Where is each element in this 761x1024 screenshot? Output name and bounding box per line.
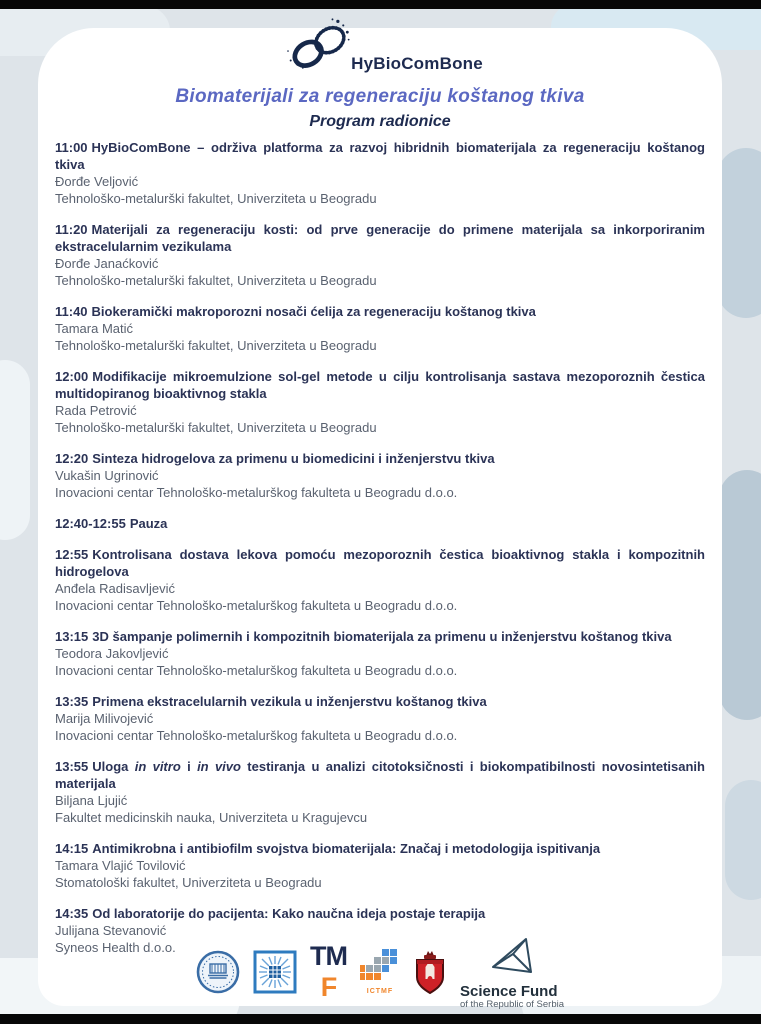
session-time: 11:20 [55, 222, 88, 237]
session-title-text: Primena ekstracelularnih vezikula u inženjerstvu koštanog tkiva [92, 694, 487, 709]
session-affiliation: Tehnološko-metalurški fakultet, Univerziteta u Beogradu [55, 191, 377, 206]
ictmf-logo [360, 949, 400, 995]
session-time: 11:40 [55, 304, 88, 319]
session-title-text: Antimikrobna i antibiofilm svojstva biomaterijala: Značaj i metodologija ispitivanja [92, 841, 601, 856]
session-time: 12:40-12:55 [55, 516, 126, 531]
session-speaker: Marija Milivojević [55, 711, 154, 726]
session-affiliation: Inovacioni centar Tehnološko-metalurškog fakulteta u Beogradu d.o.o. [55, 598, 458, 613]
session-title [55, 450, 705, 467]
session-title-text: Uloga in vitro i in vivo testiranja u analizi citotoksičnosti i biokompatibilnosti novosintetisanih materijala [55, 759, 705, 791]
tmf-letters-primary: TM [309, 941, 347, 971]
science-fund-subtitle: of the Republic of Serbia [459, 998, 565, 1010]
session-affiliation: Tehnološko-metalurški fakultet, Univerziteta u Beogradu [55, 273, 377, 288]
session-title-text: Biokeramički makroporozni nosači ćelija za regeneraciju koštanog tkiva [91, 304, 536, 319]
session-item [55, 450, 705, 501]
top-black-bar [0, 0, 761, 9]
session-title-text: Sinteza hidrogelova za primenu u biomedicini i inženjerstvu tkiva [92, 451, 495, 466]
session-title [55, 758, 705, 792]
bottom-black-bar [0, 1014, 761, 1024]
session-time: 13:55 [55, 759, 89, 774]
session-item [55, 840, 705, 891]
science-fund-logo [460, 934, 564, 1010]
session-item [55, 628, 705, 679]
session-time: 14:35 [55, 906, 89, 921]
page-title: Biomaterijali za regeneraciju koštanog tkiva [175, 86, 585, 107]
session-title-text: HyBioComBone – održiva platforma za razvoj hibridnih biomaterijala za regeneraciju koštanog tkiva [55, 140, 705, 172]
ictmf-pixels-icon [360, 949, 400, 987]
session-affiliation: Inovacioni centar Tehnološko-metalurškog fakulteta u Beogradu d.o.o. [55, 485, 458, 500]
infinity-logo-icon [277, 16, 361, 78]
partner-logos-row [38, 941, 722, 1010]
session-time: 12:55 [55, 547, 89, 562]
session-affiliation: Syneos Health d.o.o. [55, 940, 176, 955]
background-wave-shape [719, 470, 761, 720]
session-title-text: 3D šampanje polimernih i kompozitnih biomaterijala za primenu u inženjerstvu koštanog tkiva [92, 629, 672, 644]
session-affiliation: Inovacioni centar Tehnološko-metalurškog fakulteta u Beogradu d.o.o. [55, 728, 458, 743]
session-speaker: Vukašin Ugrinović [55, 468, 159, 483]
session-title [55, 368, 705, 402]
session-speaker: Teodora Jakovljević [55, 646, 169, 661]
session-time: 12:20 [55, 451, 89, 466]
session-speaker: Julijana Stevanović [55, 923, 167, 938]
session-affiliation: Stomatološki fakultet, Univerziteta u Beogradu [55, 875, 322, 890]
page-subtitle: Program radionice [309, 113, 451, 130]
university-of-belgrade-seal-icon [196, 950, 240, 994]
belgrade-coat-of-arms-icon [413, 949, 447, 995]
session-item [55, 139, 705, 207]
tmf-sunburst-icon [253, 950, 297, 994]
session-speaker: Biljana Ljujić [55, 793, 128, 808]
science-fund-tetrahedron-icon [489, 934, 535, 978]
session-item [55, 693, 705, 744]
session-speaker: Tamara Vlajić Tovilović [55, 858, 186, 873]
session-title-text: Modifikacije mikroemulzione sol-gel metode u cilju kontrolisanja sastava mezoporoznih čestica multidopiranog bioaktivnog stakla [55, 369, 705, 401]
session-title [55, 303, 705, 320]
session-title-text: Pauza [129, 516, 168, 531]
session-list [55, 139, 705, 956]
session-title [55, 515, 705, 532]
session-item [55, 546, 705, 614]
background-wave-shape [725, 780, 761, 900]
background-wave-shape [717, 148, 761, 318]
session-affiliation: Fakultet medicinskih nauka, Univerziteta u Kragujevcu [55, 810, 368, 825]
session-speaker: Rada Petrović [55, 403, 137, 418]
session-title-text: Materijali za regeneraciju kosti: od prve generacije do primene materijala sa inkorporiranim ekstracelularnim vezikulama [55, 222, 705, 254]
session-speaker: Tamara Matić [55, 321, 134, 336]
session-time: 14:15 [55, 841, 89, 856]
session-title [55, 221, 705, 255]
session-item [55, 303, 705, 354]
session-title-text: Od laboratorije do pacijenta: Kako naučna ideja postaje terapija [92, 906, 486, 921]
ictmf-caption: ICTMF [366, 988, 394, 995]
session-affiliation: Tehnološko-metalurški fakultet, Univerziteta u Beogradu [55, 420, 377, 435]
session-item [55, 515, 705, 532]
session-time: 11:00 [55, 140, 88, 155]
session-affiliation: Tehnološko-metalurški fakultet, Univerziteta u Beogradu [55, 338, 377, 353]
logo-wordmark: HyBioComBone [351, 54, 483, 73]
session-title-text: Kontrolisana dostava lekova pomoću mezoporoznih čestica bioaktivnog stakla i kompozitnih hidrogelova [55, 547, 705, 579]
session-time: 12:00 [55, 369, 89, 384]
program-card [38, 28, 722, 1010]
session-speaker: Đorđe Veljović [55, 174, 139, 189]
session-title [55, 905, 705, 922]
session-title [55, 693, 705, 710]
session-title [55, 840, 705, 857]
background-wave-shape [0, 360, 30, 540]
session-speaker: Anđela Radisavljević [55, 581, 175, 596]
hybiocombone-logo [55, 14, 705, 78]
session-item [55, 368, 705, 436]
session-title [55, 546, 705, 580]
tmf-letters-logo [310, 941, 347, 1003]
session-item [55, 758, 705, 826]
session-affiliation: Inovacioni centar Tehnološko-metalurškog fakulteta u Beogradu d.o.o. [55, 663, 458, 678]
session-title [55, 628, 705, 645]
session-time: 13:35 [55, 694, 89, 709]
session-time: 13:15 [55, 629, 89, 644]
session-item [55, 221, 705, 289]
science-fund-title: Science Fund [459, 983, 558, 1001]
session-speaker: Đorđe Janaćković [55, 256, 159, 271]
tmf-letters-accent: F [320, 972, 337, 1002]
session-title [55, 139, 705, 173]
